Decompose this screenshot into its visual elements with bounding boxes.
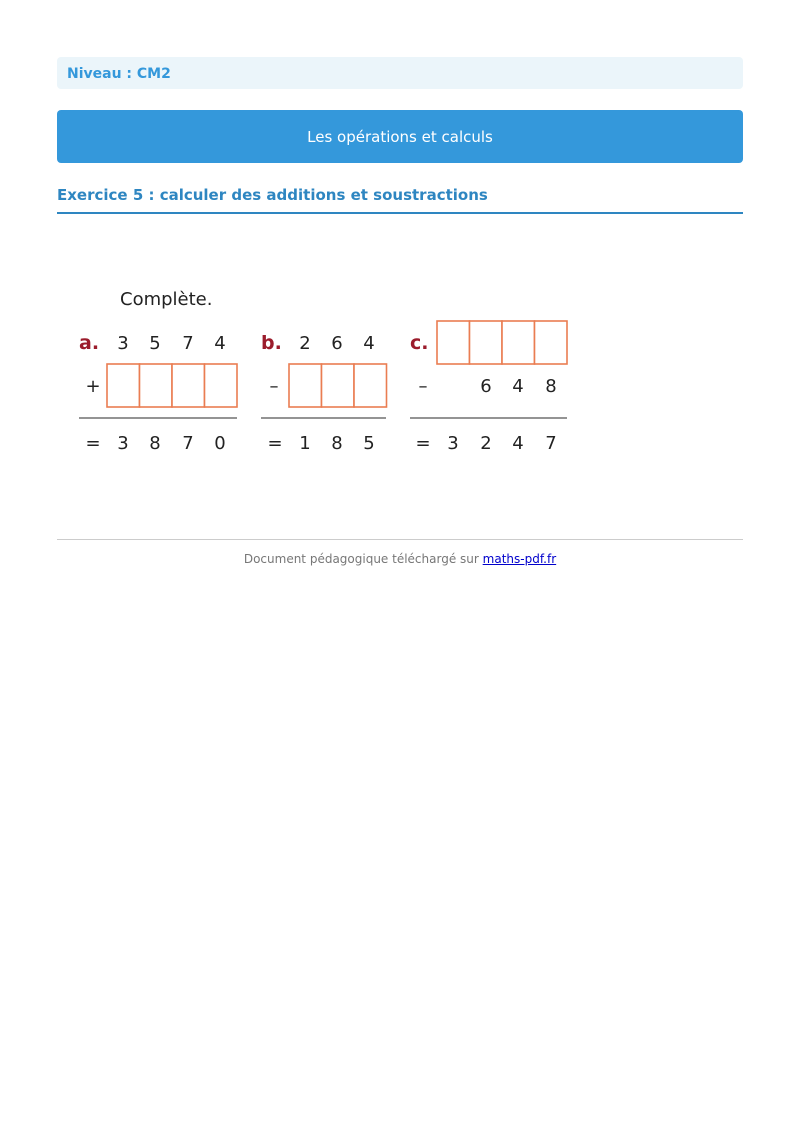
footer [57, 552, 743, 566]
minus-operator: – [418, 376, 428, 397]
answer-box[interactable] [470, 321, 503, 364]
exercise-svg [57, 240, 743, 500]
answer-box[interactable] [502, 321, 535, 364]
result-digit: 3 [117, 433, 129, 454]
middle-digit: 8 [545, 376, 557, 397]
top-digit: 3 [117, 333, 129, 354]
result-digit: 3 [447, 433, 459, 454]
topic-banner [57, 110, 743, 163]
problem-a [79, 332, 237, 454]
top-digit: 5 [149, 333, 161, 354]
equals-sign: = [267, 433, 283, 454]
problem-label: a. [79, 332, 100, 354]
result-digit: 8 [331, 433, 343, 454]
middle-digit: 6 [480, 376, 492, 397]
middle-digit: 4 [512, 376, 524, 397]
instruction-text: Complète. [120, 289, 213, 310]
answer-box[interactable] [172, 364, 205, 407]
result-digit: 8 [149, 433, 161, 454]
answer-box[interactable] [205, 364, 238, 407]
exercise-figure [57, 240, 743, 500]
answer-box[interactable] [437, 321, 470, 364]
top-digit: 7 [182, 333, 194, 354]
result-digit: 0 [214, 433, 226, 454]
level-badge [57, 57, 743, 89]
result-digit: 7 [182, 433, 194, 454]
footer-link[interactable]: maths-pdf.fr [482, 552, 557, 566]
topic-title: Les opérations et calculs [307, 128, 493, 146]
top-digit: 2 [299, 333, 311, 354]
problem-c [410, 321, 567, 454]
footer-text: Document pédagogique téléchargé sur [243, 552, 479, 566]
footer-divider [57, 539, 743, 540]
equals-sign: = [415, 433, 431, 454]
result-digit: 4 [512, 433, 524, 454]
minus-operator: – [269, 376, 279, 397]
exercise-heading [57, 185, 743, 214]
problem-label: c. [410, 332, 429, 354]
answer-box[interactable] [289, 364, 322, 407]
answer-box[interactable] [140, 364, 173, 407]
result-digit: 5 [363, 433, 375, 454]
plus-operator: + [85, 376, 101, 397]
problem-b [261, 332, 387, 454]
equals-sign: = [85, 433, 101, 454]
top-digit: 4 [214, 333, 226, 354]
result-digit: 1 [299, 433, 311, 454]
result-digit: 2 [480, 433, 492, 454]
top-digit: 6 [331, 333, 343, 354]
problem-label: b. [261, 332, 282, 354]
answer-box[interactable] [107, 364, 140, 407]
answer-box[interactable] [535, 321, 568, 364]
result-digit: 7 [545, 433, 557, 454]
answer-box[interactable] [354, 364, 387, 407]
level-text: Niveau : CM2 [67, 66, 171, 82]
answer-box[interactable] [322, 364, 355, 407]
exercise-title: Exercice 5 : calculer des additions et soustractions [57, 186, 488, 204]
top-digit: 4 [363, 333, 375, 354]
